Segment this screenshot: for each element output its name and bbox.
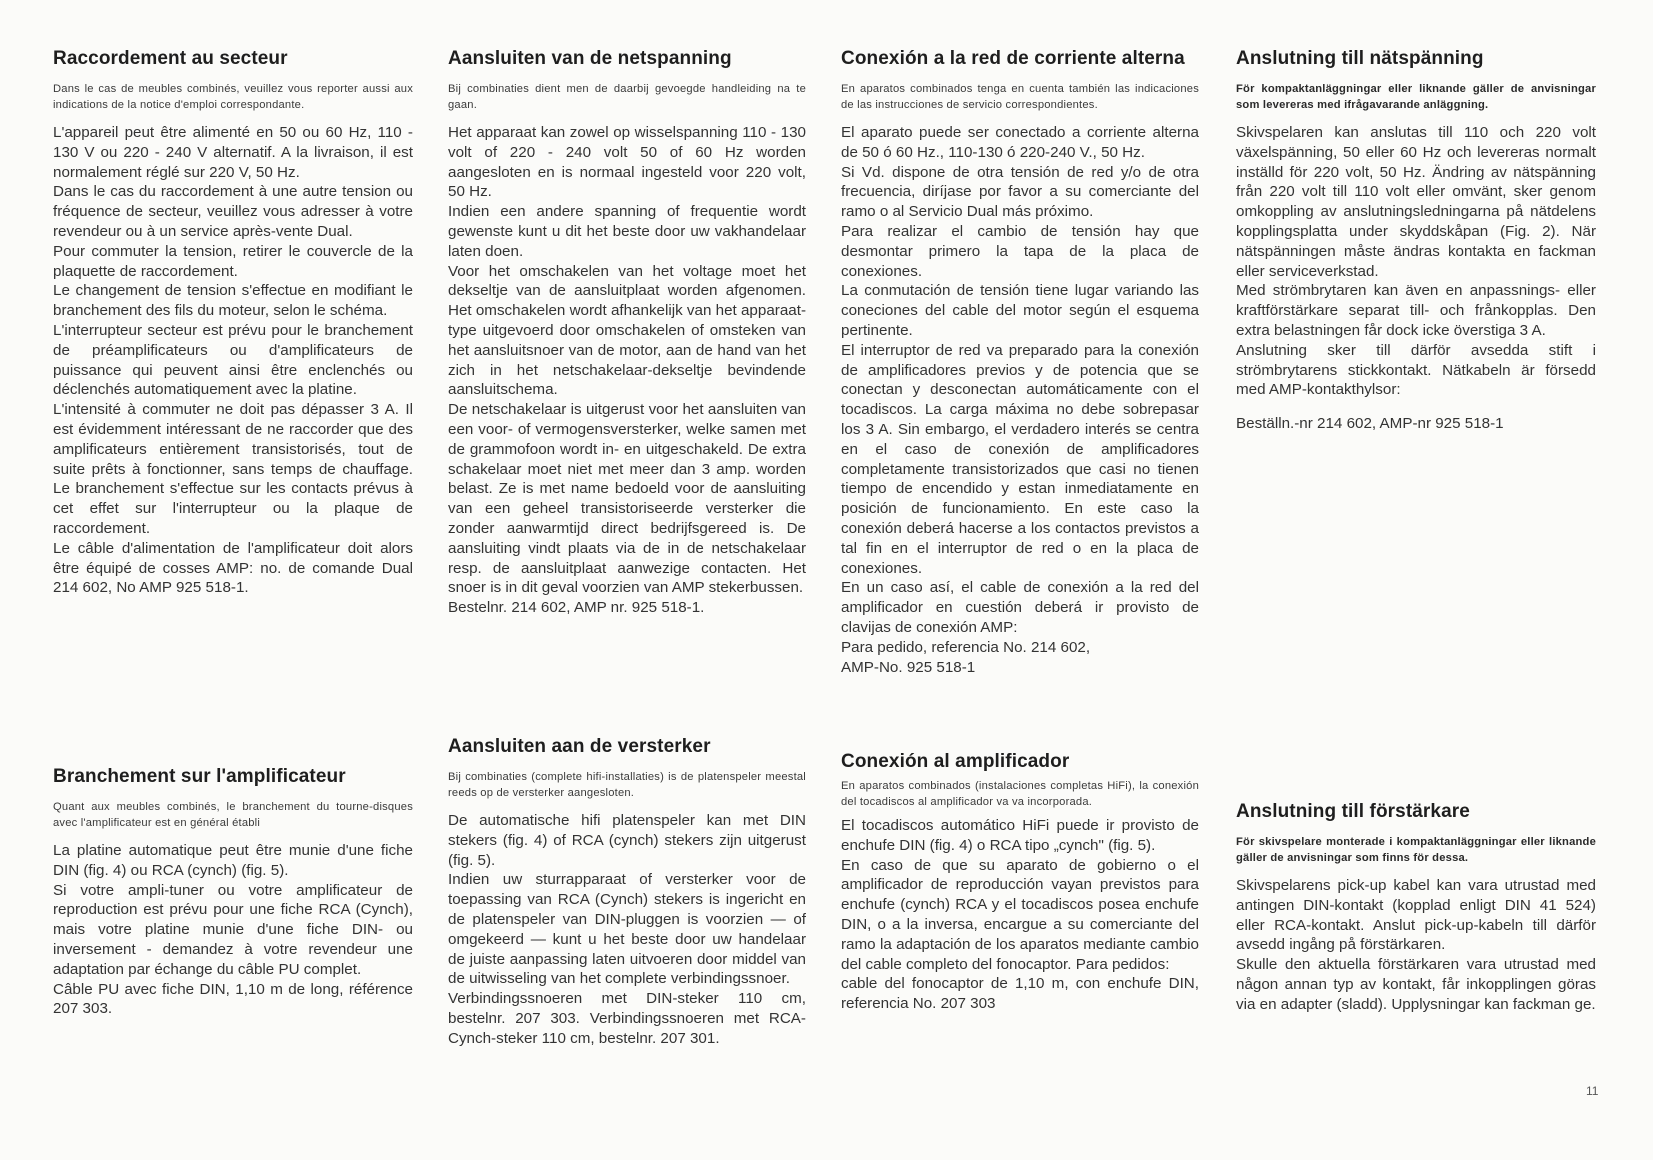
paragraph: Skulle den aktuella förstärkaren vara utrustad med någon annan typ av kontakt, får inkopplingen göras via en adapter (sladd). Upplysningar kan fackman ge. — [1236, 956, 1596, 1013]
paragraph: cable del fonocaptor de 1,10 m, con enchufe DIN, referencia No. 207 303 — [841, 975, 1199, 1013]
section-spanish-amplifier — [841, 750, 1199, 1014]
section-intro: Dans le cas de meubles combinés, veuillez vous reporter aussi aux indications de la notice d'emploi correspondante. — [53, 83, 413, 111]
paragraph: Het apparaat kan zowel op wisselspanning 110 - 130 volt of 220 - 240 volt 50 of 60 Hz worden aangesloten en is normaal ingesteld voor 220 volt, 50 Hz. — [448, 124, 806, 201]
column-french-mains — [53, 47, 413, 598]
paragraph: Para pedido, referencia No. 214 602, — [841, 638, 1091, 656]
paragraph: Para realizar el cambio de tensión hay que desmontar primero la tapa de la placa de conexiones. — [841, 222, 1199, 280]
column-dutch-mains — [448, 47, 806, 618]
paragraph: L'intensité à commuter ne doit pas dépasser 3 A. Il est évidemment intéressant de ne raccorder que des amplificateurs entièrement transistorisés, tout de suite prêts à fonctionner, sans temps de chauffage. Le branchement s'effectue sur les contacts prévus à cet effet sur l'interrupteur ou la plaque de raccordement. — [53, 401, 413, 537]
paragraph: Anslutning sker till därför avsedda stift i strömbrytarens stickkontakt. Nätkabeln är försedd med AMP-kontakthylsor: — [1236, 341, 1596, 399]
paragraph: L'interrupteur secteur est prévu pour le branchement de préamplificateurs ou d'amplificateurs de puissance qui peuvent ainsi être enclenchés ou déclenchés automatiquement avec la platine. — [53, 321, 413, 399]
paragraph: Bestelnr. 214 602, AMP nr. 925 518-1. — [448, 599, 705, 617]
section-heading: Conexión al amplificador — [841, 751, 1070, 772]
section-body — [841, 123, 1199, 677]
paragraph: Indien uw sturrapparaat of versterker voor de toepassing van RCA (Cynch) stekers is ingericht en de platenspeler van DIN-pluggen is voorzien — of omgekeerd — kunt u het beste door uw handelaar de juiste aanpassing laten uitvoeren door middel van de uitwisseling van het complete verbindingssnoer. — [448, 871, 806, 988]
column-swedish-mains — [1236, 47, 1596, 434]
section-heading: Aansluiten aan de versterker — [448, 736, 711, 757]
section-intro: En aparatos combinados tenga en cuenta también las indicaciones de las instrucciones de servicio correspondientes. — [841, 83, 1199, 111]
section-heading: Branchement sur l'amplificateur — [53, 766, 346, 787]
section-body — [1236, 876, 1596, 1015]
paragraph: En caso de que su aparato de gobierno o el amplificador de reproducción vayan previstos para enchufe (cynch) RCA y el tocadiscos posea enchufe DIN, o a la inversa, encargue a su comerciante del ramo la adaptación de los aparatos mediante cambio del cable completo del fonocaptor. Para pedidos: — [841, 856, 1199, 973]
section-intro: En aparatos combinados (instalaciones completas HiFi), la conexión del tocadiscos al amplificador va va incorporada. — [841, 780, 1199, 808]
paragraph: Le câble d'alimentation de l'amplificateur doit alors être équipé de cosses AMP: no. de comande Dual 214 602, No AMP 925 518-1. — [53, 539, 413, 597]
paragraph: Beställn.-nr 214 602, AMP-nr 925 518-1 — [1236, 415, 1504, 433]
paragraph: El tocadiscos automático HiFi puede ir provisto de enchufe DIN (fig. 4) o RCA tipo „cynch" (fig. 5). — [841, 817, 1199, 854]
paragraph: AMP-No. 925 518-1 — [841, 658, 976, 676]
paragraph: Voor het omschakelen van het voltage moet het dekseltje van de aansluitplaat worden afgenomen. Het omschakelen wordt afhankelijk van het apparaat-type uitgevoerd door omschakelen of omsteken van het aansluitsnoer van de motor, aan de hand van het zich in het netschakelaar-dekseltje bevindende aansluitschema. — [448, 262, 806, 399]
page-number: 11 — [1586, 1084, 1599, 1098]
section-heading: Anslutning till nätspänning — [1236, 48, 1484, 69]
section-heading: Raccordement au secteur — [53, 48, 288, 69]
section-intro: För kompaktanläggningar eller liknande gäller de anvisningar som levereras med ifrågavarande anläggning. — [1236, 83, 1596, 111]
section-body — [53, 123, 413, 598]
section-intro: Quant aux meubles combinés, le branchement du tourne-disques avec l'amplificateur est en général établi — [53, 801, 413, 829]
section-body — [841, 816, 1199, 1014]
section-intro: Bij combinaties dient men de daarbij gevoegde handleiding na te gaan. — [448, 83, 806, 111]
paragraph: Skivspelaren kan anslutas till 110 och 220 volt växelspänning, 50 eller 60 Hz och levereras normalt inställd för 220 volt, 50 Hz. Ändring av nätspänning från 220 volt till 110 volt eller omvänt, sker genom omkoppling av anslutningsledningarna på nätdelens kopplingsplatta under skyddskåpan (Fig. 2). När nätspänningen måste ändras kontakta en fackman eller serviceverkstad. — [1236, 124, 1596, 280]
paragraph: El interruptor de red va preparado para la conexión de amplificadores previos y de potencia que se conectan y desconectan automáticamente con el tocadiscos. La carga máxima no debe sobrepasar los 3 A. Sin embargo, el verdadero interés se centra en el caso de conexión de amplificadores completamente transistorizados que casi no tienen tiempo de encendido y estan inmediatamente en posición de funcionamiento. En este caso la conexión deberá hacerse a los contactos previstos a tal fin en el interruptor de red o en la placa de conexiones. — [841, 341, 1199, 577]
section-body — [448, 811, 806, 1049]
paragraph: De netschakelaar is uitgerust voor het aansluiten van een voor- of vermogensversterker, welke samen met de grammofoon wordt in- en uitgeschakeld. De extra schakelaar moet niet met meer dan 3 amp. worden belast. Ze is met name bedoeld voor de aansluiting van een geheel transistoriseerde versterker die zonder aanwarmtijd direct bedrijfsgereed is. De aansluiting vindt plaats via de in de netschakelaar resp. de aansluitplaat aanwezige contacten. Het snoer is in dit geval voorzien van AMP stekerbussen. — [448, 401, 806, 597]
paragraph: Skivspelarens pick-up kabel kan vara utrustad med antingen DIN-kontakt (kopplad enligt DIN 41 524) eller RCA-kontakt. Anslut pick-up-kabeln till därför avsedd ingång på förstärkaren. — [1236, 877, 1596, 954]
section-intro: För skivspelare monterade i kompaktanläggningar eller liknande gäller de anvisningar som finns för dessa. — [1236, 836, 1596, 864]
section-dutch-amplifier — [448, 735, 806, 1049]
section-body — [53, 841, 413, 1019]
paragraph: El aparato puede ser conectado a corriente alterna de 50 ó 60 Hz., 110-130 ó 220-240 V., 50 Hz. — [841, 124, 1199, 161]
paragraph: L'appareil peut être alimenté en 50 ou 60 Hz, 110 - 130 V ou 220 - 240 V alternatif. A la livraison, il est normalement réglé sur 220 V, 50 Hz. — [53, 124, 413, 181]
paragraph: La platine automatique peut être munie d'une fiche DIN (fig. 4) ou RCA (cynch) (fig. 5). — [53, 842, 413, 879]
paragraph: Si Vd. dispone de otra tensión de red y/o de otra frecuencia, diríjase por favor a su comerciante del ramo o al Servicio Dual más próximo. — [841, 163, 1199, 221]
paragraph: De automatische hifi platenspeler kan met DIN stekers (fig. 4) of RCA (cynch) stekers zijn uitgerust (fig. 5). — [448, 812, 806, 869]
paragraph: Câble PU avec fiche DIN, 1,10 m de long, référence 207 303. — [53, 980, 413, 1018]
paragraph: Indien een andere spanning of frequentie wordt gewenste kunt u dit het beste door uw vakhandelaar laten doen. — [448, 203, 806, 260]
section-body — [448, 123, 806, 618]
paragraph: Si votre ampli-tuner ou votre amplificateur de reproduction est prévu pour une fiche RCA (Cynch), mais votre platine munie d'une fiche DIN- ou inversement - demandez à votre revendeur une adaptation par échange du câble PU complet. — [53, 881, 413, 978]
section-heading: Conexión a la red de corriente alterna — [841, 48, 1185, 69]
paragraph: Le changement de tension s'effectue en modifiant le branchement des fils du moteur, selon le schéma. — [53, 282, 413, 320]
paragraph: Verbindingssnoeren met DIN-steker 110 cm, bestelnr. 207 303. Verbindingssnoeren met RCA-Cynch-steker 110 cm, bestelnr. 207 301. — [448, 990, 806, 1047]
paragraph: En un caso así, el cable de conexión a la red del amplificador en cuestión deberá ir provisto de clavijas de conexión AMP: — [841, 579, 1199, 636]
column-spanish-mains — [841, 47, 1199, 677]
section-french-amplifier — [53, 765, 413, 1019]
section-intro: Bij combinaties (complete hifi-installaties) is de platenspeler meestal reeds op de versterker aangesloten. — [448, 771, 806, 799]
section-heading: Anslutning till förstärkare — [1236, 801, 1470, 822]
paragraph: Med strömbrytaren kan även en anpassnings- eller kraftförstärkare separat till- och frånkopplas. Den extra belastningen får dock icke överstiga 3 A. — [1236, 282, 1596, 339]
section-heading: Aansluiten van de netspanning — [448, 48, 732, 69]
paragraph: Dans le cas du raccordement à une autre tension ou fréquence de secteur, veuillez vous adresser à votre revendeur ou à un service après-vente Dual. — [53, 183, 413, 240]
section-swedish-amplifier — [1236, 800, 1596, 1015]
paragraph: Pour commuter la tension, retirer le couvercle de la plaquette de raccordement. — [53, 242, 413, 280]
paragraph: La conmutación de tensión tiene lugar variando las coneciones del cable del motor según el esquema pertinente. — [841, 282, 1199, 339]
spacer — [1236, 400, 1596, 414]
section-body — [1236, 123, 1596, 434]
